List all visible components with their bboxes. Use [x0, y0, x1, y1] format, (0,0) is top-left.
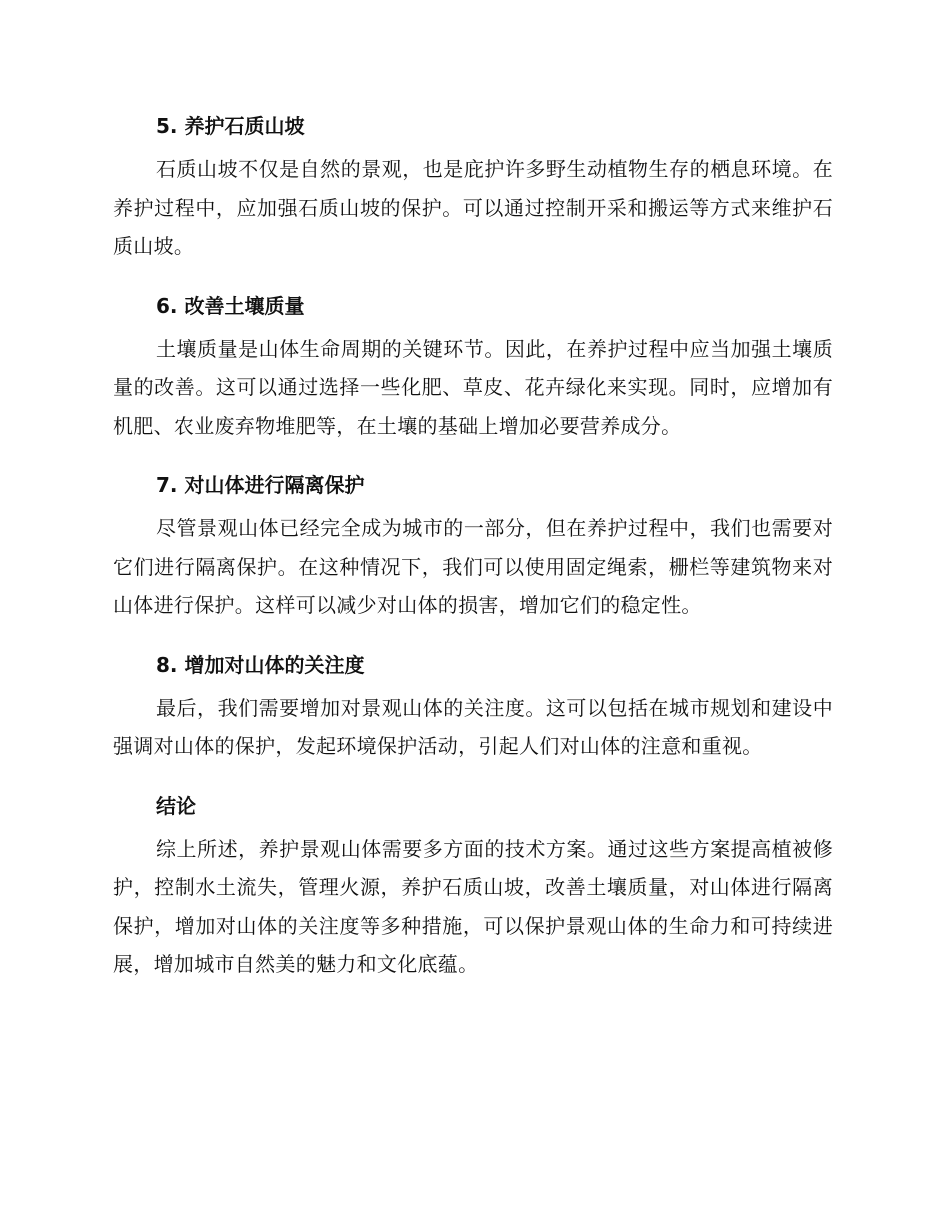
section-8: [113, 643, 833, 766]
section-paragraph: 石质山坡不仅是自然的景观，也是庇护许多野生动植物生存的栖息环境。在养护过程中，应加强石质山坡的保护。可以通过控制开采和搬运等方式来维护石质山坡。: [113, 157, 833, 258]
section-heading: 6. 改善土壤质量: [156, 293, 305, 318]
section-6: [113, 284, 833, 446]
section-paragraph: 尽管景观山体已经完全成为城市的一部分，但在养护过程中，我们也需要对它们进行隔离保护。在这种情况下，我们可以使用固定绳索，栅栏等建筑物来对山体进行保护。这样可以减少对山体的损害，增加它们的稳定性。: [113, 516, 833, 617]
section-heading: 结论: [156, 793, 196, 818]
section-heading: 5. 养护石质山坡: [156, 114, 305, 138]
section-paragraph: 综上所述，养护景观山体需要多方面的技术方案。通过这些方案提高植被修护，控制水土流失，管理火源，养护石质山坡，改善土壤质量，对山体进行隔离保护，增加对山体的关注度等多种措施，可以保护景观山体的生命力和可持续进展，增加城市自然美的魅力和文化底蕴。: [113, 836, 833, 976]
section-paragraph: 土壤质量是山体生命周期的关键环节。因此，在养护过程中应当加强土壤质量的改善。这可以通过选择一些化肥、草皮、花卉绿化来实现。同时，应增加有机肥、农业废弃物堆肥等，在土壤的基础上增加必要营养成分。: [113, 336, 833, 438]
document-body: [113, 104, 833, 1002]
section-conclusion: [113, 784, 833, 984]
section-heading: 7. 对山体进行隔离保护: [156, 473, 365, 497]
section-7: [113, 463, 833, 625]
section-heading: 8. 增加对山体的关注度: [156, 652, 365, 677]
section-5: [113, 104, 833, 266]
section-paragraph: 最后，我们需要增加对景观山体的关注度。这可以包括在城市规划和建设中强调对山体的保护，发起环境保护活动，引起人们对山体的注意和重视。: [113, 695, 833, 758]
